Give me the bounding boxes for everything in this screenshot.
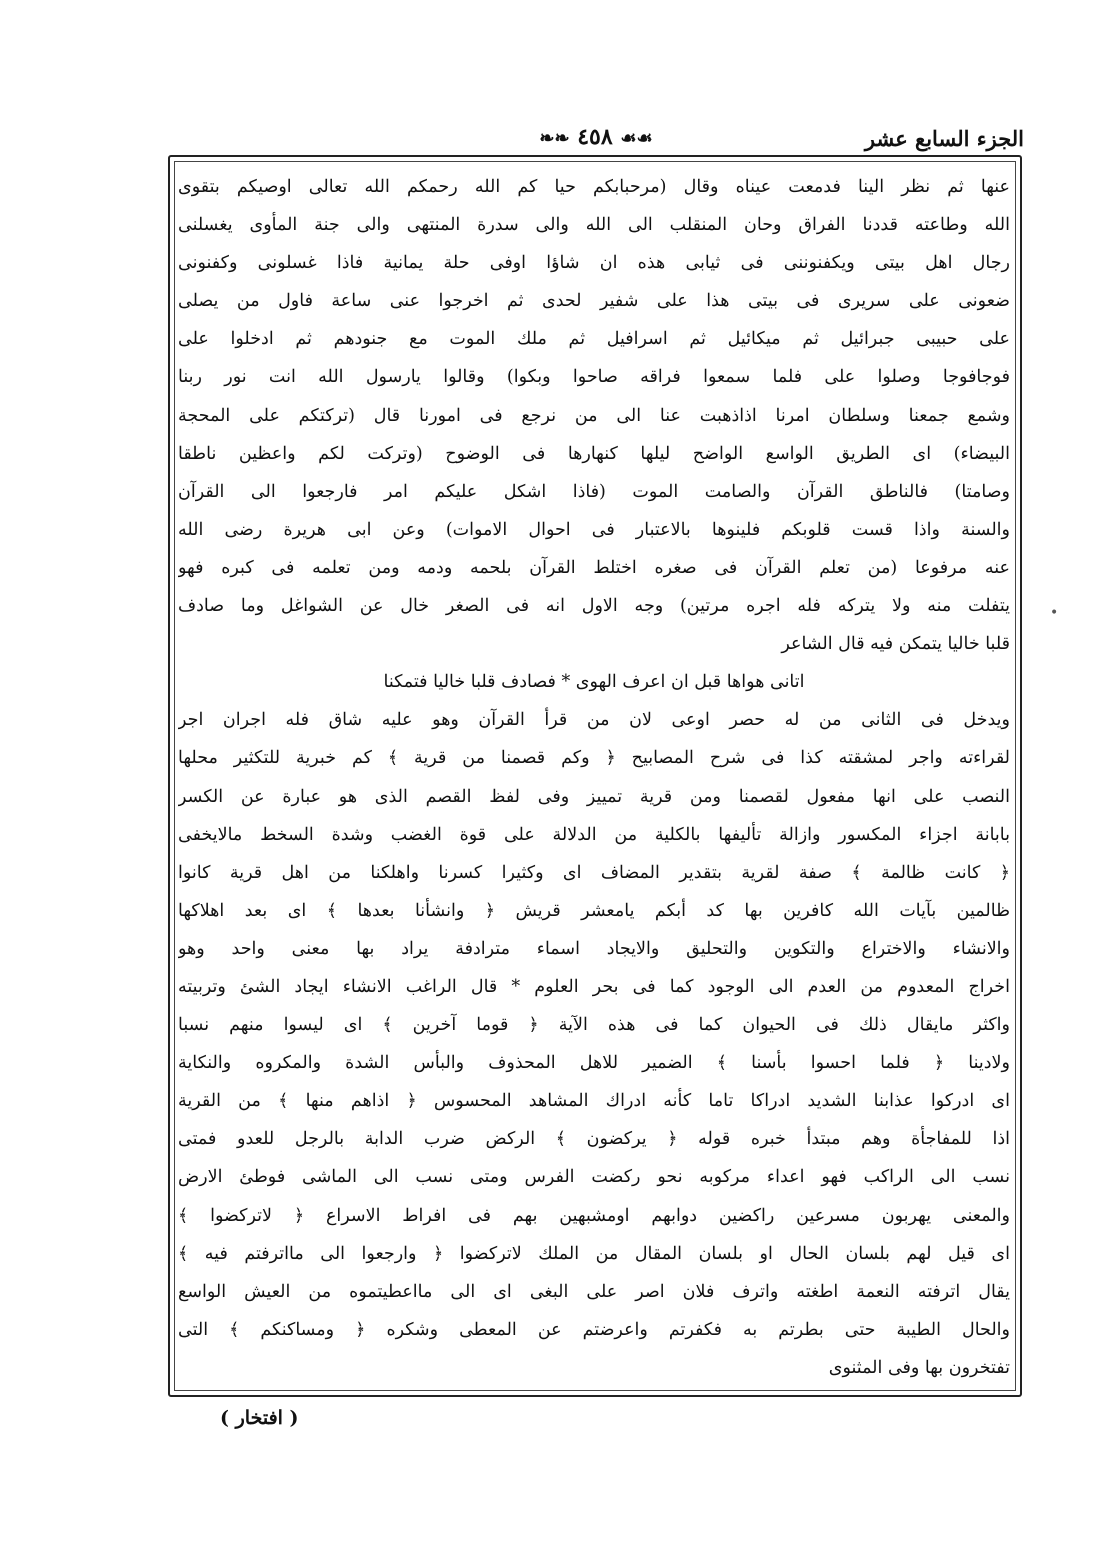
page-number-block bbox=[539, 124, 652, 150]
text-line-4: ضعونى على سريرى فى بيتى هذا على شفير لحدى ثم اخرجوا عنى ساعة فاول من يصلى bbox=[178, 291, 1010, 312]
text-line-16: لقراءته واجر لمشقته كذا فى شرح المصابيح ﴿ وكم قصمنا من قرية ﴾ كم خبرية للتكثير محلها bbox=[178, 748, 1010, 769]
text-line-25: اى ادركوا عذابنا الشديد ادراكا تاما كأنه ادراك المشاهد المحسوس ﴿ اذاهم منها ﴾ من القرية bbox=[178, 1091, 1010, 1112]
text-line-30: يقال اترفته النعمة اطغته واترف فلان اصر على البغى اى الى مااعطيتموه من العيش الواسع bbox=[178, 1281, 1010, 1302]
text-line-12: يتفلت منه ولا يتركه فله اجره مرتين) وجه الاول انه فى الصغر خال عن الشواغل وما صادف bbox=[178, 596, 1010, 617]
text-line-29: اى قيل لهم بلسان الحال او بلسان المقال من الملك لاتركضوا ﴿ وارجعوا الى مااترفتم فيه ﴾ bbox=[178, 1243, 1010, 1264]
running-title: الجزء السابع عشر bbox=[864, 126, 1024, 151]
text-line-23: واكثر مايقال ذلك فى الحيوان كما فى هذه الآية ﴿ قوما آخرين ﴾ اى ليسوا منهم نسبا bbox=[178, 1015, 1010, 1036]
text-line-28: والمعنى يهربون مسرعين راكضين دوابهم اومشبهين بهم فى افراط الاسراع ﴿ لاتركضوا ﴾ bbox=[178, 1205, 1010, 1226]
right-ornament-icon: ☙☙ bbox=[620, 128, 653, 149]
page-header bbox=[168, 126, 1024, 156]
text-line-5: على حبيبى جبرائيل ثم ميكائيل ثم اسرافيل ثم ملك الموت مع جنودهم ثم ادخلوا على bbox=[178, 329, 1010, 350]
text-line-31: والحال الطيبة حتى بطرتم به فكفرتم واعرضتم عن المعطى وشكره ﴿ ومساكنكم ﴾ التى bbox=[178, 1319, 1010, 1340]
text-line-27: نسب الى الراكب فهو اعداء مركوبه نحو ركضت الفرس ومتى نسب الى الماشى فوطئ الارض bbox=[178, 1167, 1010, 1188]
catchword: ( افتخار ) bbox=[220, 1407, 299, 1429]
text-line-22: اخراج المعدوم من العدم الى الوجود كما فى بحر العلوم * قال الراغب الانشاء ايجاد الشئ وتربيته bbox=[178, 976, 1010, 997]
text-line-19: ﴿ كانت ظالمة ﴾ صفة لقرية بتقدير المضاف اى وكثيرا كسرنا واهلكنا من اهل قرية كانوا bbox=[178, 862, 1010, 883]
text-line-24: ولادينا ﴿ فلما احسوا بأسنا ﴾ الضمير للاهل المحذوف والبأس الشدة والمكروه والنكاية bbox=[178, 1053, 1010, 1074]
text-line-32: تفتخرون بها وفى المثنوى bbox=[828, 1357, 1010, 1378]
poem-verse: اتانى هواها قبل ان اعرف الهوى * فصادف قلبا خاليا فتمكنا bbox=[383, 672, 805, 693]
page-number: ٤٥٨ bbox=[577, 124, 613, 150]
text-line-3: رجال اهل بيتى ويكفنوننى فى ثيابى هذه ان شاؤا اوفى حلة يمانية فاذا غسلونى وكفنونى bbox=[178, 253, 1010, 274]
text-line-2: الله وطاعته قددنا الفراق وحان المنقلب الى الله والى سدرة المنتهى والى جنة المأوى يغسلنى bbox=[178, 215, 1010, 236]
text-line-17: النصب على انها مفعول لقصمنا ومن قرية تمييز وفى لفظ القصم الذى هو عبارة عن الكسر bbox=[178, 786, 1010, 807]
text-line-18: بابانة اجزاء المكسور وازالة تأليفها بالكلية من الدلالة على قوة الغضب وشدة السخط مالايخفى bbox=[178, 824, 1010, 845]
text-line-8: البيضاء) اى الطريق الواسع الواضح ليلها كنهارها فى الوضوح (وتركت لكم واعظين ناطقا bbox=[178, 443, 1010, 464]
text-line-11: عنه مرفوعا (من تعلم القرآن فى صغره اختلط القرآن بلحمه ودمه ومن تعلمه فى كبره فهو bbox=[178, 557, 1010, 578]
text-line-15: ويدخل فى الثانى من له حصر اوعى لان من قرأ القرآن وهو عليه شاق فله اجران اجر bbox=[178, 710, 1010, 731]
body-text bbox=[178, 168, 1010, 1387]
text-line-26: اذا للمفاجأة وهم مبتدأ خبره قوله ﴿ يركضون ﴾ الركض ضرب الدابة بالرجل للعدو فمتى bbox=[178, 1129, 1010, 1150]
text-line-10: والسنة واذا قست قلوبكم فلينوها بالاعتبار فى احوال الاموات) وعن ابى هريرة رضى الله bbox=[178, 519, 1010, 540]
text-line-21: والانشاء والاختراع والتكوين والتحليق والايجاد اسماء مترادفة يراد بها معنى واحد وهو bbox=[178, 938, 1010, 959]
text-line-13: قلبا خاليا يتمكن فيه قال الشاعر bbox=[781, 634, 1010, 655]
text-line-9: وصامتا) فالناطق القرآن والصامت الموت (فاذا اشكل عليكم امر فارجعوا الى القرآن bbox=[178, 481, 1010, 502]
text-line-20: ظالمين بآيات الله كافرين بها كد أبكم يامعشر قريش ﴿ وانشأنا بعدها ﴾ اى بعد اهلاكها bbox=[178, 900, 1010, 921]
left-ornament-icon: ❧❧ bbox=[539, 128, 570, 149]
margin-mark-icon: • bbox=[1050, 605, 1059, 621]
text-line-1: عنها ثم نظر الينا فدمعت عيناه وقال (مرحبابكم حيا كم الله رحمكم الله تعالى اوصيكم بتقوى bbox=[178, 177, 1010, 197]
text-line-6: فوجافوجا وصلوا على فلما سمعوا فراقه صاحوا وبكوا) وقالوا يارسول الله انت نور ربنا bbox=[178, 367, 1010, 388]
text-line-7: وشمع جمعنا وسلطان امرنا اذاذهبت عنا الى من نرجع فى امورنا قال (تركتكم على المحجة bbox=[178, 405, 1010, 426]
